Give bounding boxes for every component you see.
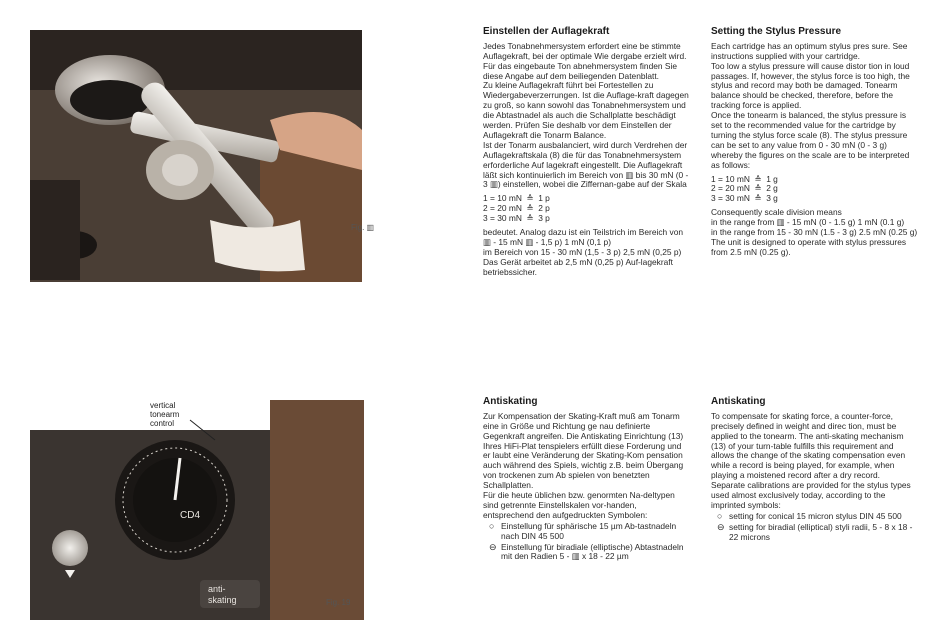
scale-row: 3 = 30 mN ≙ 3 g: [711, 193, 778, 204]
paragraph: Jedes Tonabnehmersystem erfordert eine be stimmte Auflagekraft, bei der optimale Wie dergabe erzielt wird. Für das eingebaute Ton abnehmersystem finden Sie diese Angabe auf dem beiliegenden Datenblatt.: [483, 40, 687, 81]
figure-19-caption: Fig. 19: [326, 598, 351, 607]
paragraph: Für die heute üblichen bzw. genormten Na-deltypen sind getrennte Einstellskalen vor-handen, entsprechend den aufgedruckten Symbolen:: [483, 490, 675, 520]
paragraph: Once the tonearm is balanced, the stylus pressure is set to the recommended value for the cartridge by turning the stylus force scale (8). The stylus pressure can be set to any value from 0 - 30 mN (0 - 3 g) whereby the figures on the scale are to be interpreted as follows:: [711, 110, 910, 170]
scale-row: 2 = 20 mN ≙ 2 g: [711, 183, 778, 194]
ellipse-symbol-icon: ⊖: [717, 521, 725, 532]
list-item: ⊖ Einstellung für biradiale (elliptische) Abtastnadeln mit den Radien 5 - ▥ x 18 - 22 µm: [489, 541, 684, 562]
german-stylus-pressure-section: [483, 26, 689, 278]
scale-row: 2 = 20 mN ≙ 2 p: [483, 203, 550, 214]
scale-row: 1 = 10 mN ≙ 1 p: [483, 193, 550, 204]
scale-row: 3 = 30 mN ≙ 3 p: [483, 213, 550, 224]
scale-row: 1 = 10 mN ≙ 1 g: [711, 173, 778, 184]
paragraph: in the range from 15 - 30 mN (1.5 - 3 g) 2.5 mN (0.25 g): [711, 227, 918, 238]
paragraph: The unit is designed to operate with stylus pressures from 2.5 mN (0.25 g).: [711, 237, 907, 257]
antiskating-control-illustration: [30, 400, 364, 620]
paragraph: Each cartridge has an optimum stylus pres sure. See instructions supplied with your cartridge.: [711, 40, 908, 61]
list-item: ⊖ setting for biradial (elliptical) styli radii, 5 - 8 x 18 - 22 microns: [717, 521, 913, 542]
english-stylus-pressure-section: [711, 26, 919, 258]
figure-19-photo: [30, 400, 364, 620]
section-title: Einstellen der Auflagekraft: [483, 26, 610, 37]
scale-table: [483, 194, 689, 224]
ellipse-symbol-icon: ⊖: [489, 541, 497, 552]
callout-line-1: vertical: [150, 401, 176, 410]
paragraph: in the range from ▥ - 15 mN (0 - 1.5 g) 1 mN (0.1 g): [711, 217, 905, 228]
knob-label-line2: skating: [208, 595, 237, 605]
section-title: Antiskating: [483, 396, 538, 407]
figure-18-caption: Fig. ▥: [351, 223, 375, 232]
paragraph: Das Gerät arbeitet ab 2,5 mN (0,25 p) Auf-lagekraft betriebssicher.: [483, 256, 673, 277]
paragraph: To compensate for skating force, a counter-force, precisely defined in weight and direc tion, must be applied to the tonearm. The anti-skating mechanism (13) of your turn-table fulfills this requirement and allows the change of the skating compensation even while a record is being played, for example, when playing a moistened record after a dry record.: [711, 410, 906, 481]
tonearm-balance-illustration: [30, 30, 362, 282]
symbol-list: [711, 512, 919, 543]
section-title: Antiskating: [711, 396, 766, 407]
callout-line-3: control: [150, 419, 175, 428]
callout-line-2: tonearm: [150, 410, 180, 419]
paragraph: Zu kleine Auflagekraft führt bei Fortestellen zu Wiedergabeverzerrungen. Ist die Auflage-kraft dagegen zu groß, so kann sowohl das Tonabnehmersystem und die Abtastnadel als auch die Schallplatte beschädigt werden. Prüfen Sie deshalb vor dem Einstellen der Auflagekraft die Tonarm Balance.: [483, 80, 689, 140]
list-item: ○ setting for conical 15 micron stylus DIN 45 500: [717, 510, 902, 521]
paragraph: Zur Kompensation der Skating-Kraft muß am Tonarm eine in Größe und Richtung ge nau definierte Gegenkraft angreifen. Die Antiskating Einrichtung (13) Ihres HiFi-Plat tenspielers erfüllt diese Forderung und er laubt eine Veränderung der Skating-Kom pensation auch während des Spiels, wichtig z.B. beim Übergang von trockenen zum Ab spielen von benetzten Schallplatten.: [483, 410, 684, 491]
circle-symbol-icon: ○: [489, 520, 495, 531]
paragraph: Ist der Tonarm ausbalanciert, wird durch Verdrehen der Auflagekraftskala (8) die für das Tonabnehmersystem erforderliche Auf lagekraft eingestellt. Die Auflagekraft läßt sich kontinuierlich im Bereich von ▥ bis 30 mN (0 - 3 ▥) einstellen, wobei die Ziffernan-gabe auf der Skala: [483, 139, 689, 190]
section-title: Setting the Stylus Pressure: [711, 26, 842, 37]
symbol-list: [483, 522, 689, 563]
paragraph: Too low a stylus pressure will cause distor tion in loud passages. If, however, the stylus force is too high, the stylus and record may both be damaged. Tonearm balance should be checked, therefore, before the tracking force is applied.: [711, 60, 910, 111]
english-antiskating-section: [711, 396, 919, 544]
paragraph: Separate calibrations are provided for the stylus types used almost exclusively today, according to the imprinted symbols:: [711, 480, 911, 510]
paragraph: im Bereich von 15 - 30 mN (1,5 - 3 p) 2,5 mN (0,25 p): [483, 246, 682, 257]
german-antiskating-section: [483, 396, 689, 563]
paragraph: bedeutet. Analog dazu ist ein Teilstrich im Bereich von ▥ - 15 mN ▥ - 1,5 p) 1 mN (0,1 p): [483, 227, 684, 248]
paragraph: Consequently scale division means: [711, 207, 842, 218]
dial-label-text: CD4: [180, 510, 201, 521]
scale-table: [711, 175, 919, 205]
circle-symbol-icon: ○: [717, 510, 723, 521]
list-item: ○ Einstellung für sphärische 15 µm Ab-tastnadeln nach DIN 45 500: [489, 520, 677, 541]
knob-label-line1: anti-: [208, 584, 226, 594]
figure-18-photo: [30, 30, 362, 282]
